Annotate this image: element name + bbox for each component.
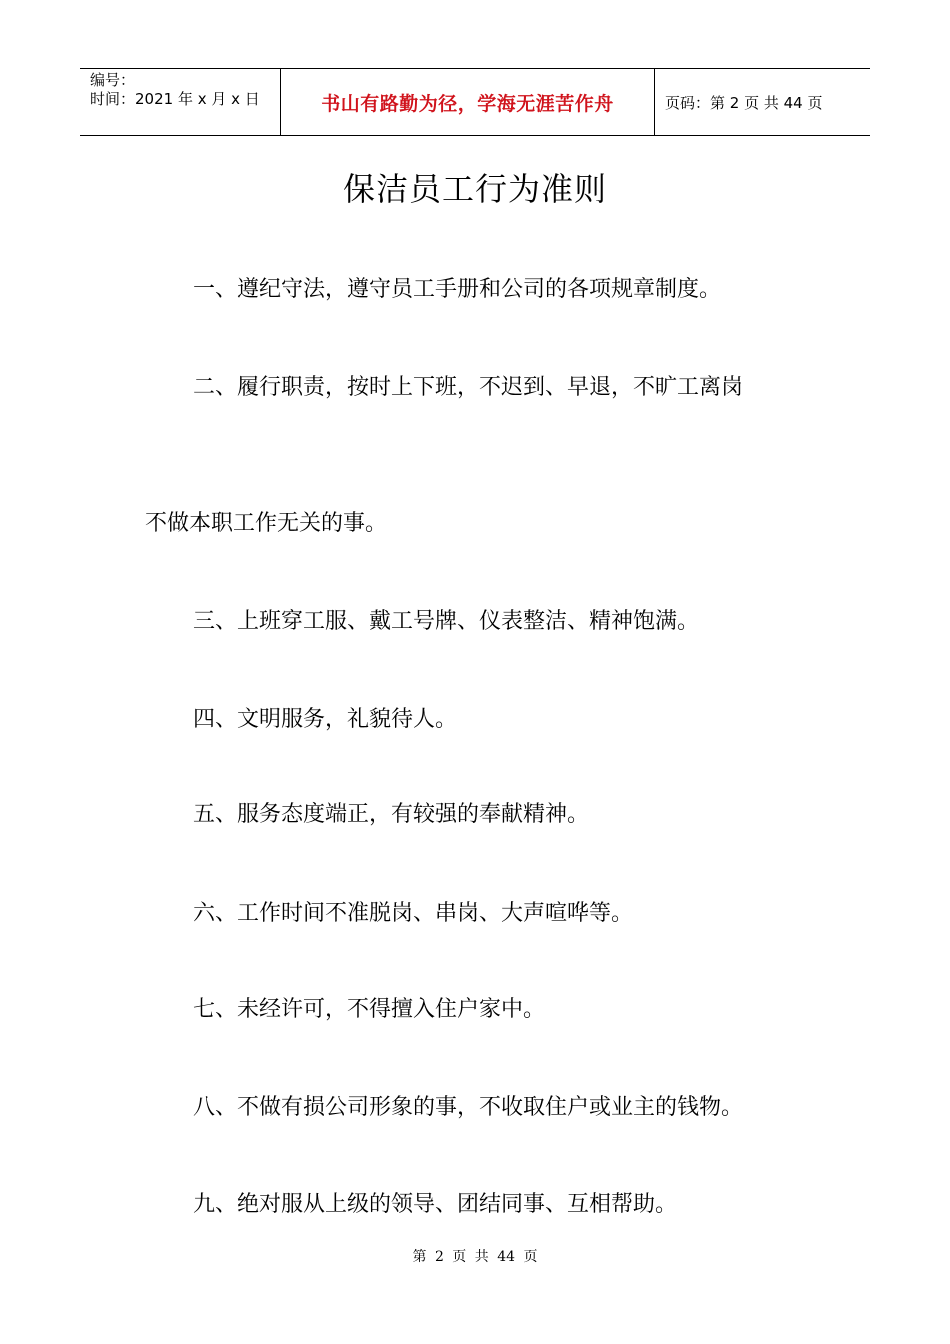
page-footer: 第 2 页 共 44 页	[412, 1249, 538, 1265]
header-motto-cell	[281, 69, 655, 135]
document-number-label: 编号：	[90, 71, 136, 89]
rule-item-6: 六、工作时间不准脱岗、串岗、大声喧哗等。	[193, 901, 634, 926]
rule-item-9: 九、绝对服从上级的领导、团结同事、互相帮助。	[193, 1192, 678, 1217]
rule-item-5: 五、服务态度端正，有较强的奉献精神。	[193, 802, 590, 827]
header-meta	[80, 69, 281, 135]
rule-item-7: 七、未经许可，不得擅入住户家中。	[193, 997, 546, 1022]
page-info: 页码：第 2 页 共 44 页	[665, 93, 823, 112]
document-date: 时间：2021 年 x 月 x 日	[90, 90, 260, 108]
rule-item-2-continued: 不做本职工作无关的事。	[145, 511, 388, 536]
rule-item-1: 一、遵纪守法，遵守员工手册和公司的各项规章制度。	[193, 277, 722, 302]
rule-item-2: 二、履行职责，按时上下班，不迟到、早退，不旷工离岗	[193, 375, 744, 400]
motto: 书山有路勤为径，学海无涯苦作舟	[321, 92, 614, 115]
rule-item-8: 八、不做有损公司形象的事，不收取住户或业主的钱物。	[193, 1095, 744, 1120]
document-title: 保洁员工行为准则	[342, 170, 607, 208]
rule-item-3: 三、上班穿工服、戴工号牌、仪表整洁、精神饱满。	[193, 609, 700, 634]
header-table	[80, 68, 870, 136]
header-page-info	[655, 69, 870, 135]
rule-item-4: 四、文明服务，礼貌待人。	[193, 707, 458, 732]
